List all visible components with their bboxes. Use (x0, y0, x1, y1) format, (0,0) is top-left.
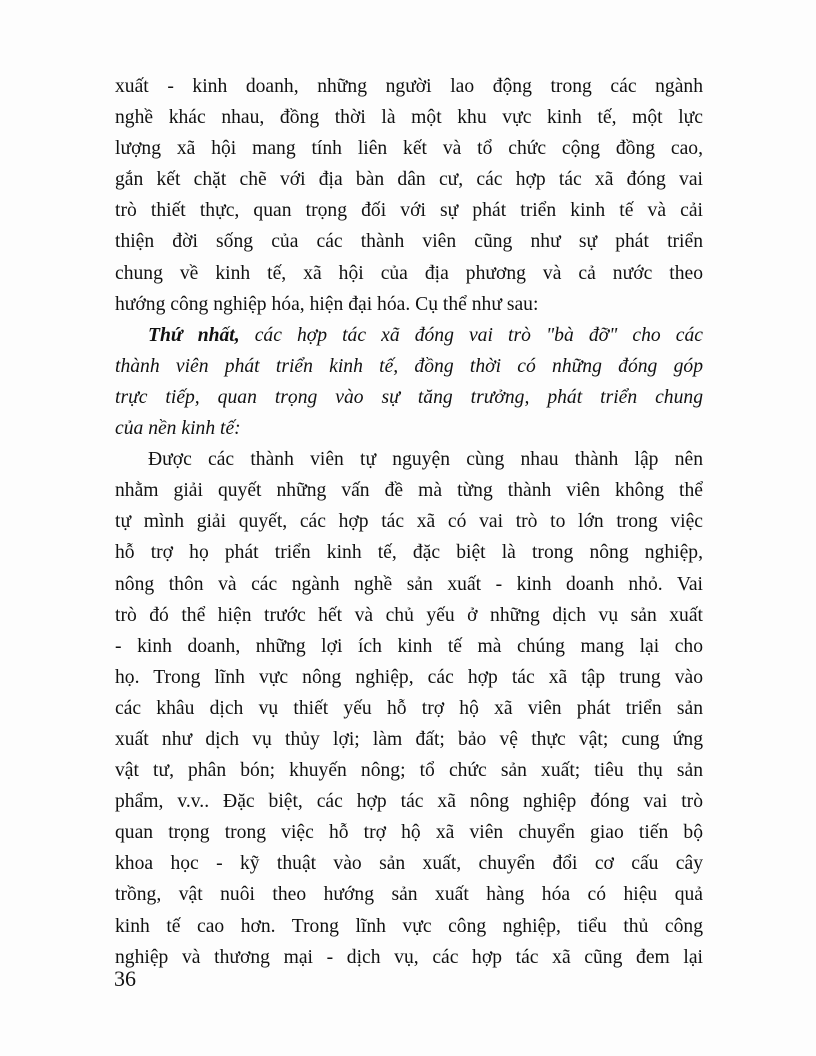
text-line: phẩm, v.v.. Đặc biệt, các hợp tác xã nông nghiệp đóng vai trò (115, 791, 703, 813)
heading-line (115, 320, 703, 351)
heading-line: trực tiếp, quan trọng vào sự tăng trưởng, phát triển chung (115, 386, 703, 408)
text-line: họ. Trong lĩnh vực nông nghiệp, các hợp tác xã tập trung vào (115, 666, 703, 688)
text-line: lượng xã hội mang tính liên kết và tổ chức cộng đồng cao, (115, 138, 703, 160)
heading-lead: Thứ nhất, (148, 324, 240, 346)
text-line: Được các thành viên tự nguyện cùng nhau thành lập nên (148, 449, 703, 471)
text-line: khoa học - kỹ thuật vào sản xuất, chuyển đổi cơ cấu cây (115, 853, 703, 875)
text-line: hướng công nghiệp hóa, hiện đại hóa. Cụ thể như sau: (115, 293, 539, 315)
page-body-text (115, 71, 703, 973)
heading-line: của nền kinh tế: (115, 418, 241, 440)
text-line: nông thôn và các ngành nghề sản xuất - kinh doanh nhỏ. Vai (115, 573, 703, 595)
page-number: 36 (114, 966, 136, 991)
text-line: trồng, vật nuôi theo hướng sản xuất hàng hóa có hiệu quả (115, 884, 703, 906)
text-line: hỗ trợ họ phát triển kinh tế, đặc biệt là trong nông nghiệp, (115, 542, 703, 564)
text-line: xuất - kinh doanh, những người lao động trong các ngành (115, 76, 703, 97)
text-line: tự mình giải quyết, các hợp tác xã có vai trò to lớn trong việc (115, 511, 703, 533)
text-line: nhằm giải quyết những vấn đề mà từng thành viên không thể (115, 480, 703, 502)
heading-line-rest: các hợp tác xã đóng vai trò "bà đỡ" cho các (239, 324, 703, 346)
text-line: - kinh doanh, những lợi ích kinh tế mà chúng mang lại cho (115, 635, 703, 657)
text-line: nghiệp và thương mại - dịch vụ, các hợp tác xã cũng đem lại (115, 946, 703, 968)
text-line: trò đó thể hiện trước hết và chủ yếu ở những dịch vụ sản xuất (115, 604, 703, 626)
text-line: trò thiết thực, quan trọng đối với sự phát triển kinh tế và cải (115, 200, 703, 222)
text-line: nghề khác nhau, đồng thời là một khu vực kinh tế, một lực (115, 107, 703, 129)
text-line: xuất như dịch vụ thủy lợi; làm đất; bảo vệ thực vật; cung ứng (115, 728, 703, 750)
text-line: quan trọng trong việc hỗ trợ hộ xã viên chuyển giao tiến bộ (115, 822, 703, 844)
text-line: gắn kết chặt chẽ với địa bàn dân cư, các hợp tác xã đóng vai (115, 169, 703, 191)
heading-line: thành viên phát triển kinh tế, đồng thời có những đóng góp (115, 355, 703, 377)
text-line: thiện đời sống của các thành viên cũng như sự phát triển (115, 231, 703, 253)
paragraph-body (115, 444, 703, 973)
text-line: vật tư, phân bón; khuyến nông; tổ chức sản xuất; tiêu thụ sản (115, 760, 703, 782)
section-heading-first (115, 320, 703, 444)
paragraph-intro (115, 71, 703, 320)
text-line: chung về kinh tế, xã hội của địa phương và cả nước theo (115, 262, 703, 284)
text-line: các khâu dịch vụ thiết yếu hỗ trợ hộ xã viên phát triển sản (115, 697, 703, 719)
text-line: kinh tế cao hơn. Trong lĩnh vực công nghiệp, tiểu thủ công (115, 915, 703, 937)
